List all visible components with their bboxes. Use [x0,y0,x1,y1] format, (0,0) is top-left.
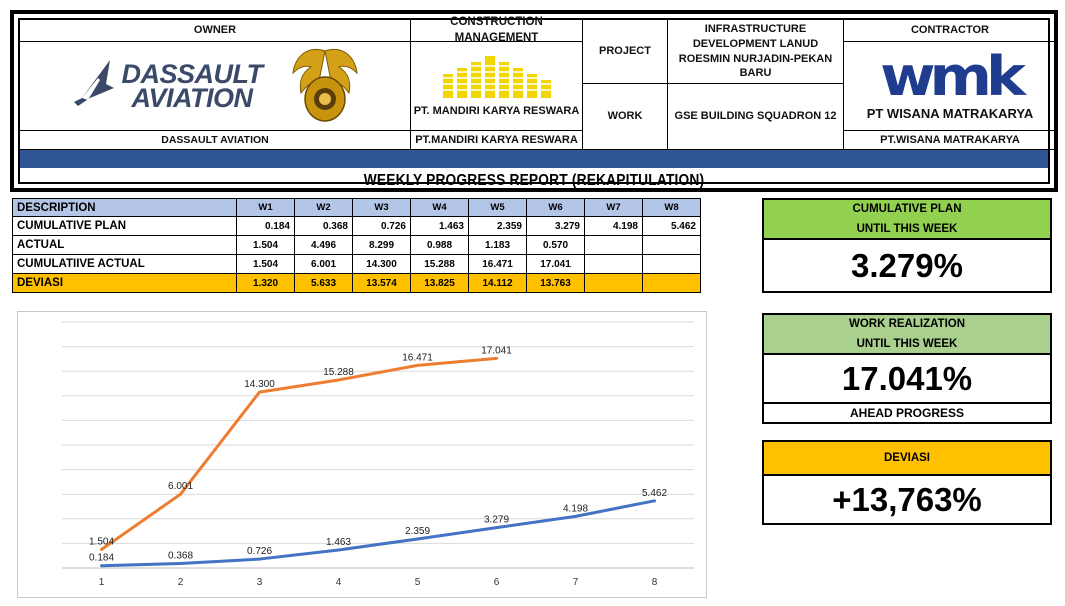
table-cell: 1.463 [411,217,469,236]
kpi-dev-header [764,442,1050,476]
work-value: GSE BUILDING SQUADRON 12 [668,84,844,150]
table-cell: 4.198 [585,217,643,236]
data-point [179,493,182,496]
x-tick-label: 3 [256,577,263,588]
table-header-week: W4 [411,199,469,217]
air-force-emblem-icon [289,43,361,129]
kpi-real-header [764,315,1050,355]
table-cell: 15.288 [411,255,469,274]
x-tick-label: 1 [98,577,105,588]
kpi-real-line1: WORK REALIZATION [848,318,966,330]
kpi-real-line2: UNTIL THIS WEEK [856,338,958,350]
table-cell: 0.184 [237,217,295,236]
data-label: 5.462 [641,487,668,499]
cm-logo [411,42,583,131]
wmk-logo-text: wmk [880,45,1020,109]
table-cell: 0.570 [527,236,585,255]
data-point [653,499,656,502]
data-point [416,537,419,540]
data-label: 14.300 [244,379,275,391]
contractor-logo-caption: PT WISANA MATRAKARYA [866,106,1034,122]
kpi-cumulative-plan [762,198,1052,293]
data-point [416,364,419,367]
table-cell: 13.763 [527,274,585,293]
data-point [337,549,340,552]
table-cell: 17.041 [527,255,585,274]
table-cell: 1.504 [237,255,295,274]
owner-name: DASSAULT AVIATION [20,131,411,150]
project-label: PROJECT [583,20,668,84]
data-label: 0.184 [88,552,115,564]
project-value: INFRASTRUCTURE DEVELOPMENT LANUD ROESMIN NURJADIN-PEKAN BARU [668,20,844,84]
row-label: CUMULATIVE PLAN [13,217,237,236]
owner-label: OWNER [20,20,411,42]
contractor-name: PT.WISANA MATRAKARYA [844,131,1056,150]
owner-logos [20,42,411,131]
table-cell: 5.462 [643,217,701,236]
data-label: 0.726 [246,546,273,558]
kpi-plan-value: 3.279% [851,246,963,284]
data-label: 17.041 [481,345,512,357]
data-point [179,562,182,565]
x-tick-label: 6 [493,577,500,588]
table-header-week: W7 [585,199,643,217]
data-label: 2.359 [404,525,431,537]
table-cell: 0.988 [411,236,469,255]
mandiri-logo-icon [437,54,557,100]
progress-chart [17,311,707,598]
table-cell: 14.112 [469,274,527,293]
table-row-actual [13,236,701,255]
data-point [258,558,261,561]
row-label: CUMULATIIVE ACTUAL [13,255,237,274]
report-title: WEEKLY PROGRESS REPORT (REKAPITULATION) [363,172,705,189]
table-cell: 13.574 [353,274,411,293]
data-label: 1.463 [325,537,352,549]
header-inner-frame [18,15,1050,189]
cm-name: PT.MANDIRI KARYA RESWARA [411,131,583,150]
kpi-plan-line1: CUMULATIVE PLAN [852,203,962,215]
table-header-row [13,199,701,217]
table-cell: 8.299 [353,236,411,255]
series-line-1 [102,358,497,549]
kpi-deviasi [762,440,1052,525]
data-point [258,391,261,394]
table-cell: 14.300 [353,255,411,274]
table-cell: 1.183 [469,236,527,255]
table-header-week: W3 [353,199,411,217]
data-point [100,548,103,551]
report-header [10,10,1058,192]
contractor-label: CONTRACTOR [844,20,1056,42]
table-header-week: W5 [469,199,527,217]
table-cell: 16.471 [469,255,527,274]
table-cell [585,236,643,255]
table-cell: 0.368 [295,217,353,236]
kpi-dev-value: +13,763% [832,480,982,518]
table-cell: 2.359 [469,217,527,236]
table-cell [643,236,701,255]
work-label: WORK [583,84,668,150]
data-label: 1.504 [88,536,115,548]
dassault-logo-text-1: DASSAULT [121,59,263,89]
kpi-plan-header [764,200,1050,240]
progress-chart-svg [18,312,708,599]
kpi-plan-line2: UNTIL THIS WEEK [856,223,958,235]
kpi-work-realization [762,313,1052,424]
data-point [574,515,577,518]
dassault-wordmark [121,59,263,113]
row-label: DEVIASI [13,274,237,293]
table-header-week: W2 [295,199,353,217]
table-cell: 3.279 [527,217,585,236]
progress-table [12,198,701,293]
table-header-description: DESCRIPTION [13,199,237,217]
data-label: 6.001 [167,481,194,493]
data-point [495,357,498,360]
kpi-real-value: 17.041% [841,359,973,397]
dassault-logo-text-2: AVIATION [131,83,253,113]
table-cell: 1.504 [237,236,295,255]
table-header-week: W8 [643,199,701,217]
header-divider-band [20,150,1048,168]
table-cell: 6.001 [295,255,353,274]
cm-logo-text: PT. MANDIRI KARYA RESWARA [413,104,580,117]
data-label: 16.471 [402,352,433,364]
x-tick-label: 5 [414,577,421,588]
data-point [495,526,498,529]
data-label: 15.288 [323,366,354,378]
table-cell: 13.825 [411,274,469,293]
table-header-week: W1 [237,199,295,217]
table-cell: 0.726 [353,217,411,236]
data-label: 0.368 [167,550,194,562]
table-header-week: W6 [527,199,585,217]
x-tick-label: 8 [651,577,658,588]
data-point [100,564,103,567]
table-cell: 5.633 [295,274,353,293]
data-label: 3.279 [483,514,510,526]
x-tick-label: 7 [572,577,579,588]
cm-label: CONSTRUCTION MANAGEMENT [411,20,583,42]
table-cell [643,255,701,274]
table-row-cumulative-actual [13,255,701,274]
table-cell [585,255,643,274]
row-label: ACTUAL [13,236,237,255]
data-label: 4.198 [562,503,589,515]
table-cell [643,274,701,293]
kpi-real-status: AHEAD PROGRESS [764,402,1050,422]
table-row-cumulative-plan [13,217,701,236]
kpi-dev-label: DEVIASI [883,452,930,464]
contractor-logo [844,42,1056,131]
table-cell: 4.496 [295,236,353,255]
x-tick-label: 4 [335,577,342,588]
table-row-deviasi [13,274,701,293]
table-cell [585,274,643,293]
data-point [337,378,340,381]
dassault-plane-icon [70,58,120,114]
table-cell: 1.320 [237,274,295,293]
x-tick-label: 2 [177,577,184,588]
